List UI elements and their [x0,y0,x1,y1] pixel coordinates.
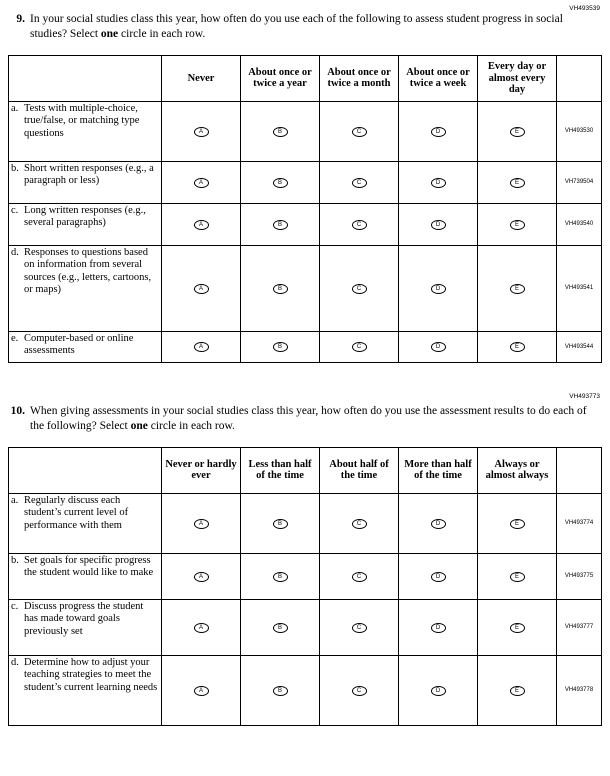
answer-bubble[interactable]: C [352,572,367,582]
answer-bubble[interactable]: D [431,127,446,137]
q10-col-less-than-half: Less than half of the time [241,447,320,493]
question-10-section [8,404,602,726]
q9-col-once-twice-month: About once or twice a month [320,55,399,101]
answer-bubble[interactable]: B [273,623,288,633]
answer-bubble[interactable]: E [510,284,525,294]
question-9-section [8,12,602,363]
row-letter: c. [11,600,19,612]
answer-bubble[interactable]: A [194,342,209,352]
row-letter: e. [11,332,19,344]
answer-bubble[interactable]: A [194,572,209,582]
answer-bubble[interactable]: B [273,127,288,137]
row-text: Computer-based or online assessments [24,332,134,357]
question-10-header-row [9,447,602,493]
answer-bubble[interactable]: B [273,284,288,294]
question-9-table [8,55,602,363]
q9-col-once-twice-week: About once or twice a week [399,55,478,101]
answer-bubble[interactable]: E [510,686,525,696]
answer-bubble[interactable]: E [510,519,525,529]
answer-bubble[interactable]: A [194,623,209,633]
question-10-number: 10. [10,404,25,417]
answer-bubble[interactable]: A [194,686,209,696]
answer-bubble[interactable]: E [510,623,525,633]
q10-col-always: Always or almost always [478,447,557,493]
q10-col-more-than-half: More than half of the time [399,447,478,493]
q9-col-every-day: Every day or almost every day [478,55,557,101]
row-label [9,161,162,203]
row-text: Responses to questions based on information from several sources (e.g., letters, cartoons, or maps) [24,246,152,295]
row-code: VH493530 [557,101,602,161]
q10-header-blank [9,447,162,493]
answer-bubble[interactable]: D [431,686,446,696]
q9-row-a [9,101,602,161]
answer-bubble[interactable]: C [352,342,367,352]
row-label [9,101,162,161]
answer-bubble[interactable]: D [431,572,446,582]
answer-bubble[interactable]: C [352,284,367,294]
row-text: Regularly discuss each student’s current level of performance with them [24,494,129,531]
question-10-text [30,404,602,434]
row-code: VH493775 [557,553,602,599]
q10-row-a [9,493,602,553]
row-label [9,493,162,553]
answer-bubble[interactable]: D [431,178,446,188]
answer-bubble[interactable]: E [510,127,525,137]
q9-row-b [9,161,602,203]
row-label [9,331,162,362]
row-text: Tests with multiple-choice, true/false, or matching type questions [24,102,140,139]
answer-bubble[interactable]: B [273,342,288,352]
row-letter: d. [11,246,19,258]
row-code: VH739504 [557,161,602,203]
answer-bubble[interactable]: B [273,220,288,230]
answer-bubble[interactable]: C [352,220,367,230]
answer-bubble[interactable]: A [194,220,209,230]
answer-bubble[interactable]: E [510,342,525,352]
q9-row-e [9,331,602,362]
q10-row-b [9,553,602,599]
row-letter: b. [11,162,19,174]
answer-bubble[interactable]: C [352,623,367,633]
q9-row-d [9,245,602,331]
answer-bubble[interactable]: E [510,220,525,230]
answer-bubble[interactable]: D [431,519,446,529]
answer-bubble[interactable]: C [352,127,367,137]
answer-bubble[interactable]: A [194,284,209,294]
question-10-text-bold: one [130,419,148,432]
question-9-text-post: circle in each row. [118,27,206,40]
row-text: Short written responses (e.g., a paragraph or less) [24,162,154,187]
row-code: VH493541 [557,245,602,331]
answer-bubble[interactable]: B [273,572,288,582]
row-letter: a. [11,494,19,506]
row-code: VH493777 [557,599,602,655]
answer-bubble[interactable]: A [194,519,209,529]
row-text: Determine how to adjust your teaching strategies to meet the student’s current learning needs [24,656,158,693]
answer-bubble[interactable]: B [273,519,288,529]
question-9 [8,12,602,42]
row-label [9,655,162,725]
q9-header-code-blank [557,55,602,101]
q10-col-about-half: About half of the time [320,447,399,493]
q10-row-c [9,599,602,655]
question-10 [8,404,602,434]
answer-bubble[interactable]: D [431,220,446,230]
answer-bubble[interactable]: D [431,342,446,352]
row-code: VH493544 [557,331,602,362]
q10-header-code-blank [557,447,602,493]
q9-col-never: Never [162,55,241,101]
row-code: VH493774 [557,493,602,553]
q9-header-blank [9,55,162,101]
row-code: VH493778 [557,655,602,725]
row-text: Discuss progress the student has made toward goals previously set [24,600,144,637]
answer-bubble[interactable]: C [352,686,367,696]
answer-bubble[interactable]: C [352,178,367,188]
question-9-text-pre: In your social studies class this year, how often do you use each of the following to assess student progress in social studies? Select [30,13,563,40]
q10-row-d [9,655,602,725]
row-code: VH493540 [557,203,602,245]
question-9-text-bold: one [100,27,119,40]
row-letter: d. [11,656,19,668]
question-10-text-pre: When giving assessments in your social studies class this year, how often do you use the assessment results to do each of the following? Select [30,404,587,432]
answer-bubble[interactable]: B [273,178,288,188]
row-label [9,599,162,655]
answer-bubble[interactable]: E [510,572,525,582]
row-letter: a. [11,102,19,114]
question-9-text [30,12,602,42]
row-text: Set goals for specific progress the student would like to make [24,554,154,579]
answer-bubble[interactable]: A [194,127,209,137]
q10-col-never-hardly: Never or hardly ever [162,447,241,493]
form-code-middle: VH493773 [569,392,600,400]
answer-bubble[interactable]: E [510,178,525,188]
answer-bubble[interactable]: B [273,686,288,696]
question-9-header-row [9,55,602,101]
row-letter: c. [11,204,19,216]
question-10-table [8,447,602,726]
row-label [9,245,162,331]
question-9-number: 9. [16,13,25,25]
answer-bubble[interactable]: D [431,623,446,633]
q9-row-c [9,203,602,245]
row-text: Long written responses (e.g., several paragraphs) [24,204,146,229]
q9-col-once-twice-year: About once or twice a year [241,55,320,101]
answer-bubble[interactable]: A [194,178,209,188]
answer-bubble[interactable]: D [431,284,446,294]
row-letter: b. [11,554,19,566]
form-code-top: VH493539 [569,5,600,12]
row-label [9,553,162,599]
question-10-text-post: circle in each row. [147,419,235,432]
answer-bubble[interactable]: C [352,519,367,529]
row-label [9,203,162,245]
